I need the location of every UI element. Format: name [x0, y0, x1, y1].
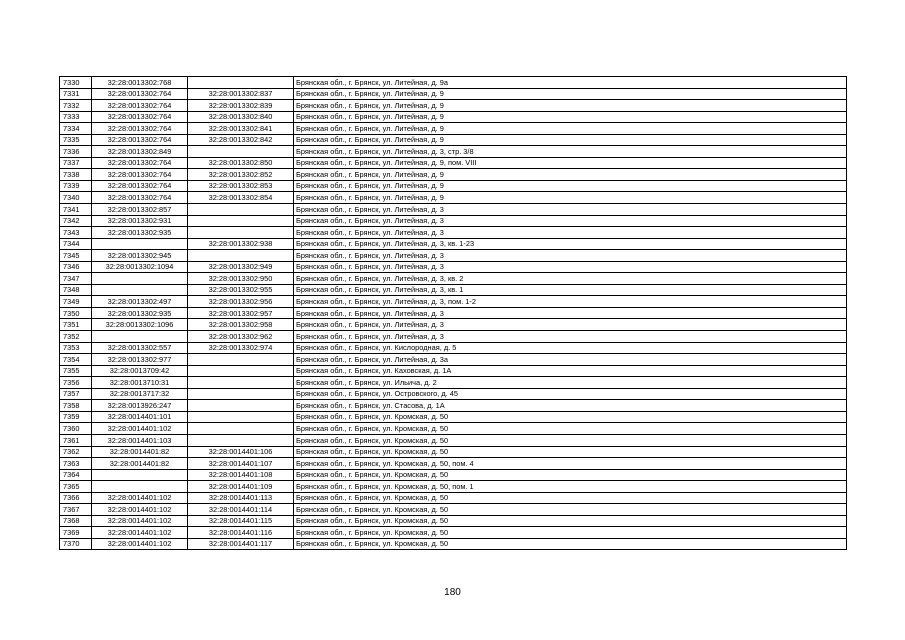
cadastral-number-cell: 32:28:0014401:101 [92, 411, 188, 423]
row-number-cell: 7352 [60, 331, 92, 343]
premises-cadastral-number-cell: 32:28:0013302:854 [188, 192, 294, 204]
premises-cadastral-number-cell: 32:28:0013302:949 [188, 261, 294, 273]
premises-cadastral-number-cell [188, 388, 294, 400]
cadastral-number-cell: 32:28:0014401:102 [92, 515, 188, 527]
premises-cadastral-number-cell: 32:28:0013302:850 [188, 157, 294, 169]
row-number-cell: 7340 [60, 192, 92, 204]
cadastral-number-cell: 32:28:0013302:1096 [92, 319, 188, 331]
table-row [60, 204, 847, 216]
table-row [60, 296, 847, 308]
address-cell: Брянская обл., г. Брянск, ул. Литейная, д. 3, стр. 3/8 [294, 146, 847, 158]
cadastral-number-cell: 32:28:0013709:42 [92, 365, 188, 377]
row-number-cell: 7369 [60, 527, 92, 539]
table-row [60, 123, 847, 135]
premises-cadastral-number-cell: 32:28:0013302:837 [188, 88, 294, 100]
table-row [60, 169, 847, 181]
cadastral-number-cell: 32:28:0014401:103 [92, 434, 188, 446]
row-number-cell: 7339 [60, 180, 92, 192]
address-cell: Брянская обл., г. Брянск, ул. Литейная, д. 3, пом. 1-2 [294, 296, 847, 308]
row-number-cell: 7355 [60, 365, 92, 377]
table-row [60, 458, 847, 470]
premises-cadastral-number-cell [188, 146, 294, 158]
row-number-cell: 7332 [60, 100, 92, 112]
cadastral-number-cell: 32:28:0013302:945 [92, 250, 188, 262]
premises-cadastral-number-cell: 32:28:0013302:852 [188, 169, 294, 181]
address-cell: Брянская обл., г. Брянск, ул. Кромская, д. 50 [294, 527, 847, 539]
address-cell: Брянская обл., г. Брянск, ул. Литейная, д. 9 [294, 180, 847, 192]
row-number-cell: 7368 [60, 515, 92, 527]
cadastral-number-cell: 32:28:0013302:1094 [92, 261, 188, 273]
premises-cadastral-number-cell [188, 215, 294, 227]
address-cell: Брянская обл., г. Брянск, ул. Литейная, д. 9а [294, 77, 847, 89]
address-cell: Брянская обл., г. Брянск, ул. Литейная, д. 3 [294, 250, 847, 262]
table-row [60, 157, 847, 169]
premises-cadastral-number-cell: 32:28:0013302:955 [188, 284, 294, 296]
row-number-cell: 7359 [60, 411, 92, 423]
premises-cadastral-number-cell [188, 250, 294, 262]
cadastral-number-cell: 32:28:0013302:497 [92, 296, 188, 308]
table-row [60, 515, 847, 527]
table-row [60, 354, 847, 366]
row-number-cell: 7348 [60, 284, 92, 296]
cadastral-number-cell: 32:28:0014401:102 [92, 538, 188, 550]
cadastral-number-cell: 32:28:0013302:977 [92, 354, 188, 366]
row-number-cell: 7342 [60, 215, 92, 227]
address-cell: Брянская обл., г. Брянск, ул. Литейная, д. 3 [294, 319, 847, 331]
address-cell: Брянская обл., г. Брянск, ул. Литейная, д. 3 [294, 331, 847, 343]
address-cell: Брянская обл., г. Брянск, ул. Литейная, д. 9 [294, 169, 847, 181]
cadastral-number-cell: 32:28:0013302:764 [92, 111, 188, 123]
premises-cadastral-number-cell: 32:28:0013302:958 [188, 319, 294, 331]
premises-cadastral-number-cell: 32:28:0013302:839 [188, 100, 294, 112]
row-number-cell: 7356 [60, 377, 92, 389]
table-row [60, 446, 847, 458]
cadastral-number-cell: 32:28:0014401:82 [92, 458, 188, 470]
row-number-cell: 7334 [60, 123, 92, 135]
address-cell: Брянская обл., г. Брянск, ул. Кромская, д. 50 [294, 538, 847, 550]
row-number-cell: 7353 [60, 342, 92, 354]
row-number-cell: 7350 [60, 307, 92, 319]
cadastral-number-cell: 32:28:0013302:764 [92, 157, 188, 169]
cadastral-number-cell: 32:28:0014401:102 [92, 527, 188, 539]
address-cell: Брянская обл., г. Брянск, ул. Литейная, д. 9 [294, 100, 847, 112]
table-row [60, 527, 847, 539]
registry-table-body [60, 77, 847, 550]
cadastral-number-cell: 32:28:0013302:764 [92, 88, 188, 100]
row-number-cell: 7343 [60, 227, 92, 239]
table-row [60, 538, 847, 550]
premises-cadastral-number-cell: 32:28:0014401:117 [188, 538, 294, 550]
cadastral-number-cell [92, 273, 188, 285]
table-row [60, 481, 847, 493]
cadastral-number-cell: 32:28:0014401:102 [92, 504, 188, 516]
address-cell: Брянская обл., г. Брянск, ул. Кромская, д. 50 [294, 469, 847, 481]
premises-cadastral-number-cell: 32:28:0014401:116 [188, 527, 294, 539]
address-cell: Брянская обл., г. Брянск, ул. Литейная, д. 9 [294, 134, 847, 146]
premises-cadastral-number-cell: 32:28:0013302:938 [188, 238, 294, 250]
premises-cadastral-number-cell: 32:28:0014401:113 [188, 492, 294, 504]
address-cell: Брянская обл., г. Брянск, ул. Кромская, д. 50, пом. 1 [294, 481, 847, 493]
row-number-cell: 7333 [60, 111, 92, 123]
address-cell: Брянская обл., г. Брянск, ул. Кромская, д. 50, пом. 4 [294, 458, 847, 470]
premises-cadastral-number-cell [188, 423, 294, 435]
cadastral-number-cell: 32:28:0013302:768 [92, 77, 188, 89]
table-row [60, 192, 847, 204]
cadastral-number-cell: 32:28:0014401:82 [92, 446, 188, 458]
row-number-cell: 7341 [60, 204, 92, 216]
row-number-cell: 7346 [60, 261, 92, 273]
cadastral-number-cell [92, 331, 188, 343]
premises-cadastral-number-cell: 32:28:0014401:109 [188, 481, 294, 493]
premises-cadastral-number-cell: 32:28:0013302:956 [188, 296, 294, 308]
row-number-cell: 7336 [60, 146, 92, 158]
registry-table [59, 76, 847, 550]
premises-cadastral-number-cell [188, 77, 294, 89]
cadastral-number-cell: 32:28:0013926:247 [92, 400, 188, 412]
cadastral-number-cell: 32:28:0013710:31 [92, 377, 188, 389]
address-cell: Брянская обл., г. Брянск, ул. Литейная, д. 3 [294, 215, 847, 227]
table-row [60, 377, 847, 389]
row-number-cell: 7349 [60, 296, 92, 308]
row-number-cell: 7351 [60, 319, 92, 331]
table-row [60, 388, 847, 400]
table-row [60, 400, 847, 412]
row-number-cell: 7365 [60, 481, 92, 493]
row-number-cell: 7335 [60, 134, 92, 146]
table-row [60, 238, 847, 250]
cadastral-number-cell: 32:28:0013302:764 [92, 192, 188, 204]
premises-cadastral-number-cell: 32:28:0013302:841 [188, 123, 294, 135]
premises-cadastral-number-cell [188, 204, 294, 216]
premises-cadastral-number-cell [188, 400, 294, 412]
premises-cadastral-number-cell: 32:28:0013302:974 [188, 342, 294, 354]
address-cell: Брянская обл., г. Брянск, ул. Литейная, д. 3 [294, 227, 847, 239]
table-row [60, 261, 847, 273]
premises-cadastral-number-cell: 32:28:0014401:108 [188, 469, 294, 481]
cadastral-number-cell: 32:28:0013302:935 [92, 227, 188, 239]
premises-cadastral-number-cell: 32:28:0014401:114 [188, 504, 294, 516]
cadastral-number-cell [92, 238, 188, 250]
table-row [60, 411, 847, 423]
cadastral-number-cell: 32:28:0013302:849 [92, 146, 188, 158]
address-cell: Брянская обл., г. Брянск, ул. Кромская, д. 50 [294, 504, 847, 516]
table-row [60, 331, 847, 343]
table-row [60, 146, 847, 158]
address-cell: Брянская обл., г. Брянск, ул. Литейная, д. 9 [294, 88, 847, 100]
table-row [60, 434, 847, 446]
table-row [60, 504, 847, 516]
address-cell: Брянская обл., г. Брянск, ул. Литейная, д. 3 [294, 261, 847, 273]
premises-cadastral-number-cell: 32:28:0013302:962 [188, 331, 294, 343]
row-number-cell: 7330 [60, 77, 92, 89]
row-number-cell: 7362 [60, 446, 92, 458]
address-cell: Брянская обл., г. Брянск, ул. Каховская, д. 1А [294, 365, 847, 377]
cadastral-number-cell [92, 284, 188, 296]
cadastral-number-cell: 32:28:0013302:857 [92, 204, 188, 216]
table-row [60, 365, 847, 377]
table-row [60, 342, 847, 354]
table-row [60, 492, 847, 504]
premises-cadastral-number-cell [188, 411, 294, 423]
cadastral-number-cell: 32:28:0013302:764 [92, 100, 188, 112]
premises-cadastral-number-cell: 32:28:0013302:950 [188, 273, 294, 285]
address-cell: Брянская обл., г. Брянск, ул. Литейная, д. 9 [294, 111, 847, 123]
address-cell: Брянская обл., г. Брянск, ул. Ильича, д. 2 [294, 377, 847, 389]
row-number-cell: 7364 [60, 469, 92, 481]
address-cell: Брянская обл., г. Брянск, ул. Кромская, д. 50 [294, 411, 847, 423]
address-cell: Брянская обл., г. Брянск, ул. Островского, д. 45 [294, 388, 847, 400]
row-number-cell: 7338 [60, 169, 92, 181]
address-cell: Брянская обл., г. Брянск, ул. Кромская, д. 50 [294, 434, 847, 446]
premises-cadastral-number-cell [188, 354, 294, 366]
premises-cadastral-number-cell: 32:28:0013302:853 [188, 180, 294, 192]
address-cell: Брянская обл., г. Брянск, ул. Стасова, д. 1А [294, 400, 847, 412]
address-cell: Брянская обл., г. Брянск, ул. Кромская, д. 50 [294, 492, 847, 504]
table-row [60, 111, 847, 123]
premises-cadastral-number-cell [188, 434, 294, 446]
row-number-cell: 7347 [60, 273, 92, 285]
cadastral-number-cell: 32:28:0013302:764 [92, 169, 188, 181]
row-number-cell: 7344 [60, 238, 92, 250]
address-cell: Брянская обл., г. Брянск, ул. Литейная, д. 3 [294, 204, 847, 216]
row-number-cell: 7360 [60, 423, 92, 435]
address-cell: Брянская обл., г. Брянск, ул. Кромская, д. 50 [294, 515, 847, 527]
table-row [60, 273, 847, 285]
table-row [60, 215, 847, 227]
row-number-cell: 7354 [60, 354, 92, 366]
premises-cadastral-number-cell: 32:28:0013302:957 [188, 307, 294, 319]
cadastral-number-cell: 32:28:0013302:557 [92, 342, 188, 354]
premises-cadastral-number-cell [188, 227, 294, 239]
address-cell: Брянская обл., г. Брянск, ул. Кромская, д. 50 [294, 446, 847, 458]
premises-cadastral-number-cell: 32:28:0013302:840 [188, 111, 294, 123]
table-row [60, 180, 847, 192]
address-cell: Брянская обл., г. Брянск, ул. Литейная, д. 9 [294, 192, 847, 204]
table-row [60, 319, 847, 331]
address-cell: Брянская обл., г. Брянск, ул. Кромская, д. 50 [294, 423, 847, 435]
cadastral-number-cell: 32:28:0013302:764 [92, 134, 188, 146]
premises-cadastral-number-cell: 32:28:0014401:107 [188, 458, 294, 470]
cadastral-number-cell [92, 469, 188, 481]
address-cell: Брянская обл., г. Брянск, ул. Литейная, д. 3, кв. 1 [294, 284, 847, 296]
row-number-cell: 7361 [60, 434, 92, 446]
table-row [60, 134, 847, 146]
table-row [60, 284, 847, 296]
cadastral-number-cell: 32:28:0013302:931 [92, 215, 188, 227]
premises-cadastral-number-cell [188, 365, 294, 377]
table-row [60, 250, 847, 262]
address-cell: Брянская обл., г. Брянск, ул. Литейная, д. 9, пом. VIII [294, 157, 847, 169]
premises-cadastral-number-cell: 32:28:0014401:106 [188, 446, 294, 458]
row-number-cell: 7366 [60, 492, 92, 504]
table-row [60, 307, 847, 319]
address-cell: Брянская обл., г. Брянск, ул. Кислородная, д. 5 [294, 342, 847, 354]
table-row [60, 77, 847, 89]
row-number-cell: 7370 [60, 538, 92, 550]
premises-cadastral-number-cell: 32:28:0013302:842 [188, 134, 294, 146]
row-number-cell: 7358 [60, 400, 92, 412]
table-row [60, 227, 847, 239]
row-number-cell: 7367 [60, 504, 92, 516]
row-number-cell: 7331 [60, 88, 92, 100]
table-row [60, 469, 847, 481]
cadastral-number-cell: 32:28:0013302:764 [92, 123, 188, 135]
cadastral-number-cell: 32:28:0014401:102 [92, 423, 188, 435]
address-cell: Брянская обл., г. Брянск, ул. Литейная, д. 3 [294, 307, 847, 319]
premises-cadastral-number-cell [188, 377, 294, 389]
cadastral-number-cell: 32:28:0013717:32 [92, 388, 188, 400]
cadastral-number-cell: 32:28:0014401:102 [92, 492, 188, 504]
table-row [60, 88, 847, 100]
premises-cadastral-number-cell: 32:28:0014401:115 [188, 515, 294, 527]
table-row [60, 423, 847, 435]
address-cell: Брянская обл., г. Брянск, ул. Литейная, д. 3а [294, 354, 847, 366]
page-number: 180 [444, 587, 461, 598]
cadastral-number-cell [92, 481, 188, 493]
table-row [60, 100, 847, 112]
row-number-cell: 7337 [60, 157, 92, 169]
cadastral-number-cell: 32:28:0013302:935 [92, 307, 188, 319]
address-cell: Брянская обл., г. Брянск, ул. Литейная, д. 9 [294, 123, 847, 135]
cadastral-number-cell: 32:28:0013302:764 [92, 180, 188, 192]
row-number-cell: 7345 [60, 250, 92, 262]
row-number-cell: 7357 [60, 388, 92, 400]
address-cell: Брянская обл., г. Брянск, ул. Литейная, д. 3, кв. 2 [294, 273, 847, 285]
row-number-cell: 7363 [60, 458, 92, 470]
address-cell: Брянская обл., г. Брянск, ул. Литейная, д. 3, кв. 1-23 [294, 238, 847, 250]
